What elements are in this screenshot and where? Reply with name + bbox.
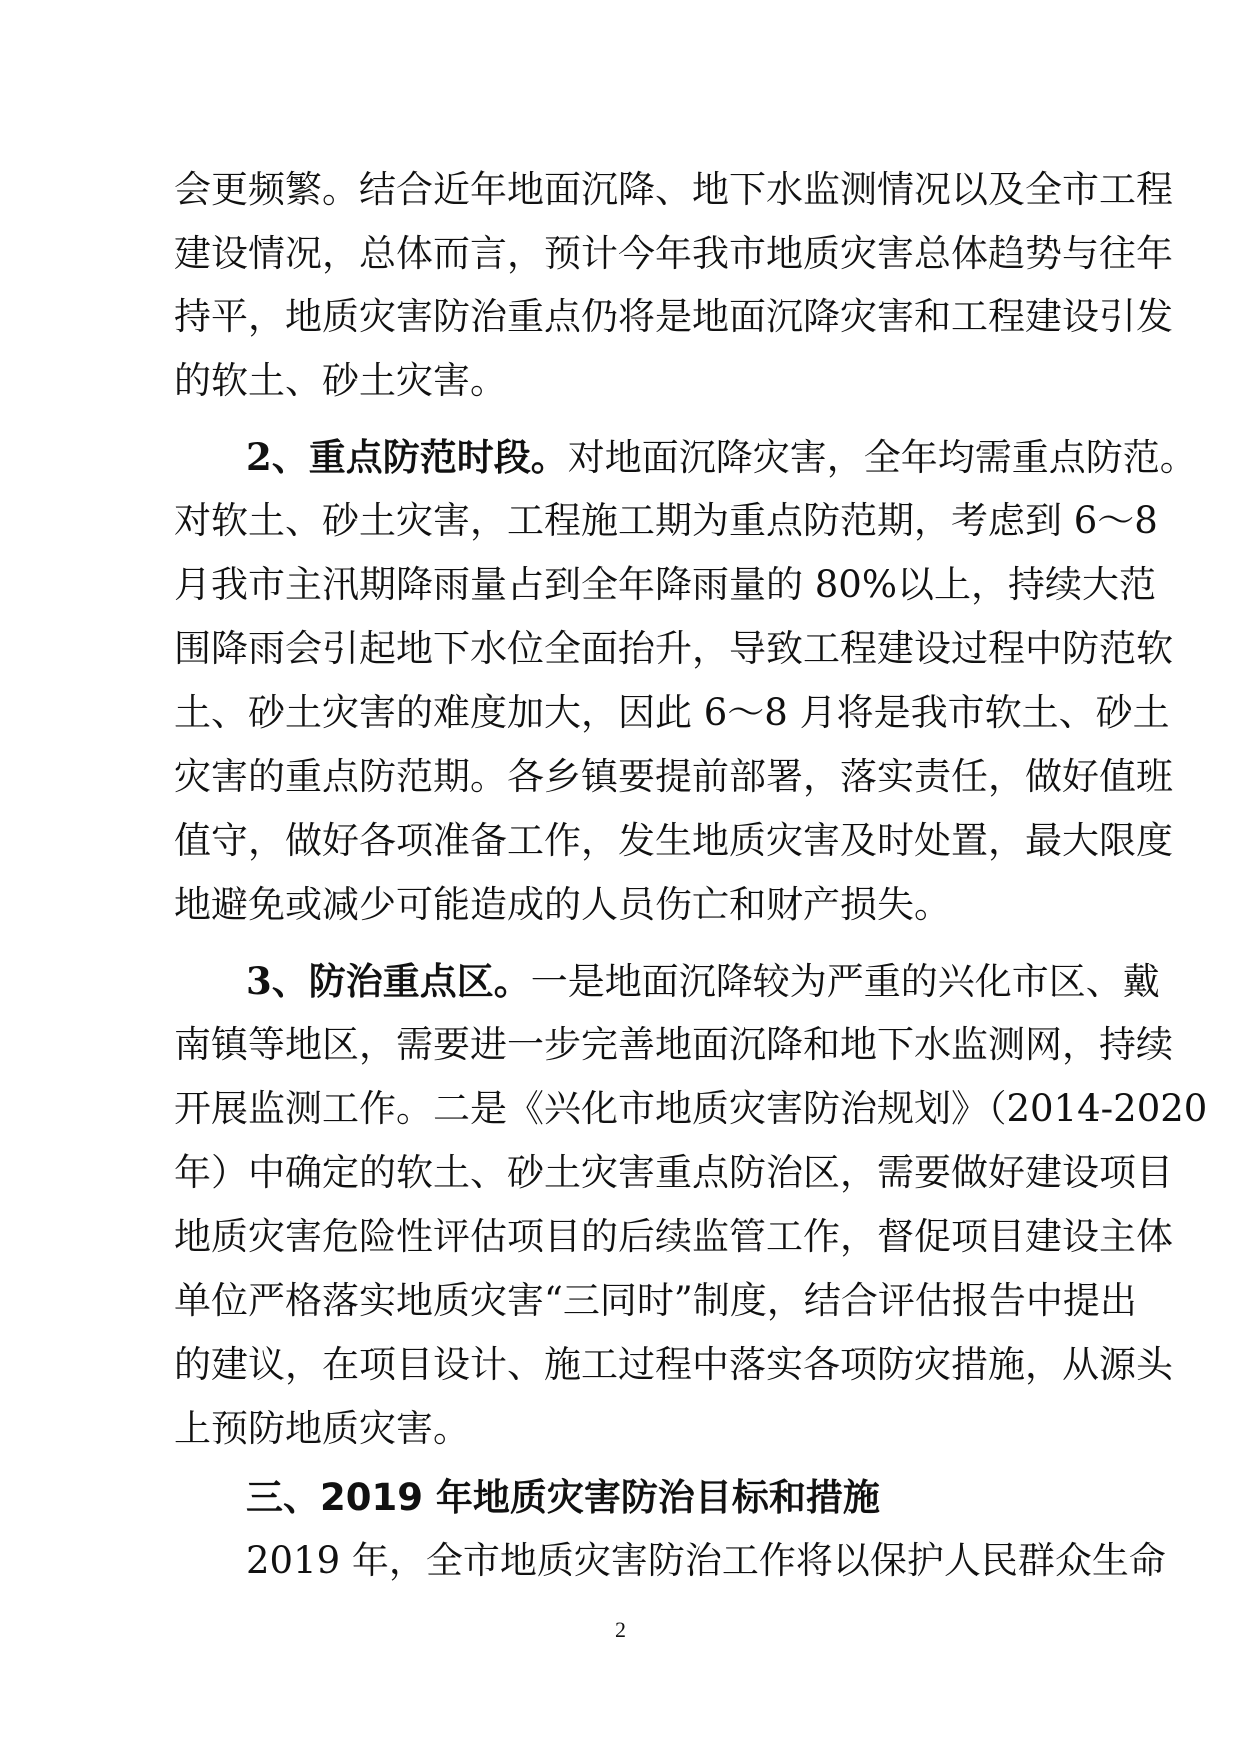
paragraph-line: 围降雨会引起地下水位全面抬升，导致工程建设过程中防范软	[174, 627, 1173, 670]
paragraph-line: 对软土、砂土灾害，工程施工期为重点防范期，考虑到 6～8	[174, 499, 1158, 542]
paragraph-text: 一是地面沉降较为严重的兴化市区、戴	[530, 960, 1160, 1003]
paragraph-line: 持平，地质灾害防治重点仍将是地面沉降灾害和工程建设引发	[174, 295, 1173, 338]
paragraph-line: 上预防地质灾害。	[174, 1407, 470, 1450]
section-intro-line: 2019 年，全市地质灾害防治工作将以保护人民群众生命	[246, 1539, 1166, 1582]
paragraph-line: 的建议，在项目设计、施工过程中落实各项防灾措施，从源头	[174, 1343, 1173, 1386]
page-number: 2	[615, 1617, 626, 1642]
paragraph-text: 对地面沉降灾害，全年均需重点防范。	[567, 436, 1197, 479]
paragraph-line: 建设情况，总体而言，预计今年我市地质灾害总体趋势与往年	[174, 232, 1173, 275]
paragraph-first-line	[246, 951, 1160, 1011]
paragraph-line: 的软土、砂土灾害。	[174, 359, 507, 402]
section-heading: 三、2019 年地质灾害防治目标和措施	[246, 1476, 880, 1519]
paragraph-line: 土、砂土灾害的难度加大，因此 6～8 月将是我市软土、砂土	[174, 691, 1170, 734]
paragraph-line: 会更频繁。结合近年地面沉降、地下水监测情况以及全市工程	[174, 168, 1173, 211]
paragraph-first-line	[246, 427, 1197, 487]
paragraph-line: 开展监测工作。二是《兴化市地质灾害防治规划》（2014-2020	[174, 1087, 1208, 1130]
paragraph-line: 地避免或减少可能造成的人员伤亡和财产损失。	[174, 883, 951, 926]
paragraph-line: 月我市主汛期降雨量占到全年降雨量的 80%以上，持续大范	[174, 563, 1156, 606]
paragraph-line: 南镇等地区，需要进一步完善地面沉降和地下水监测网，持续	[174, 1023, 1173, 1066]
paragraph-line: 单位严格落实地质灾害“三同时”制度，结合评估报告中提出	[174, 1279, 1137, 1322]
paragraph-lead: 2、重点防范时段。	[246, 435, 568, 479]
paragraph-lead: 3、防治重点区。	[246, 959, 531, 1003]
paragraph-line: 地质灾害危险性评估项目的后续监管工作，督促项目建设主体	[174, 1215, 1173, 1258]
paragraph-line: 年）中确定的软土、砂土灾害重点防治区，需要做好建设项目	[174, 1151, 1173, 1194]
paragraph-line: 值守，做好各项准备工作，发生地质灾害及时处置，最大限度	[174, 819, 1173, 862]
paragraph-line: 灾害的重点防范期。各乡镇要提前部署，落实责任，做好值班	[174, 755, 1173, 798]
